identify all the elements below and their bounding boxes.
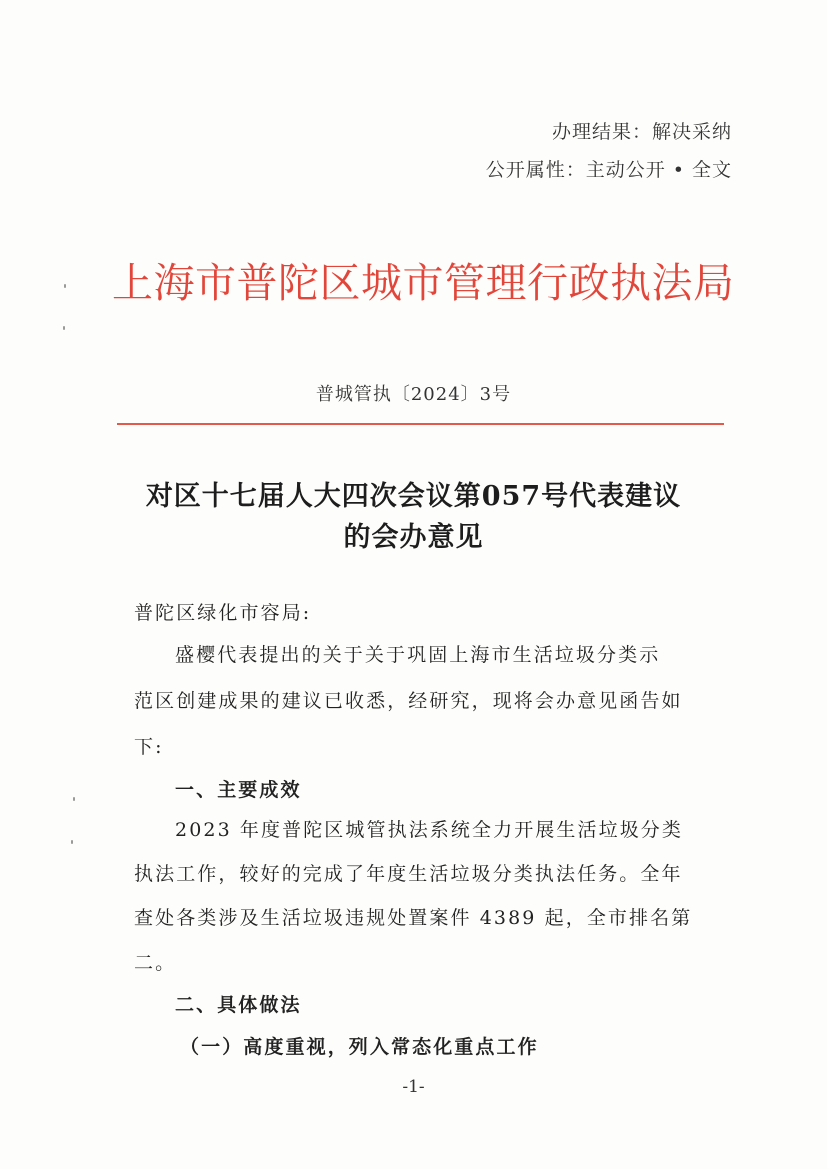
paragraph-line: 盛樱代表提出的关于关于巩固上海市生活垃圾分类示 [175,644,661,666]
scan-speck [64,284,66,288]
paragraph-line: 查处各类涉及生活垃圾违规处置案件 4389 起，全市排名第 [134,907,693,929]
disclosure-attribute-line: 公开属性：主动公开 • 全文 [485,159,732,181]
paragraph-line: 范区创建成果的建议已收悉，经研究，现将会办意见函告如 [134,690,683,712]
scan-speck [73,797,75,801]
section-heading: 一、主要成效 [175,779,302,801]
paragraph-line: 2023 年度普陀区城管执法系统全力开展生活垃圾分类 [175,819,683,841]
document-title-line-1: 对区十七届人大四次会议第057号代表建议 [145,481,682,512]
document-number: 普城管执〔2024〕3号 [315,384,512,405]
subsection-heading: （一）高度重视，列入常态化重点工作 [180,1036,539,1058]
document-title-line-2: 的会办意见 [343,522,484,553]
handling-result-line: 办理结果：解决采纳 [551,121,732,143]
agency-letterhead: 上海市普陀区城市管理行政执法局 [112,259,735,307]
scan-speck [63,326,65,330]
paragraph-line: 下: [134,736,164,758]
red-divider-line [117,423,724,425]
paragraph-line: 二。 [134,952,177,974]
salutation: 普陀区绿化市容局: [134,602,312,624]
page-number: -1- [402,1077,425,1097]
paragraph-line: 执法工作，较好的完成了年度生活垃圾分类执法任务。全年 [134,863,683,885]
section-heading: 二、具体做法 [175,994,302,1016]
scan-speck [71,840,73,844]
